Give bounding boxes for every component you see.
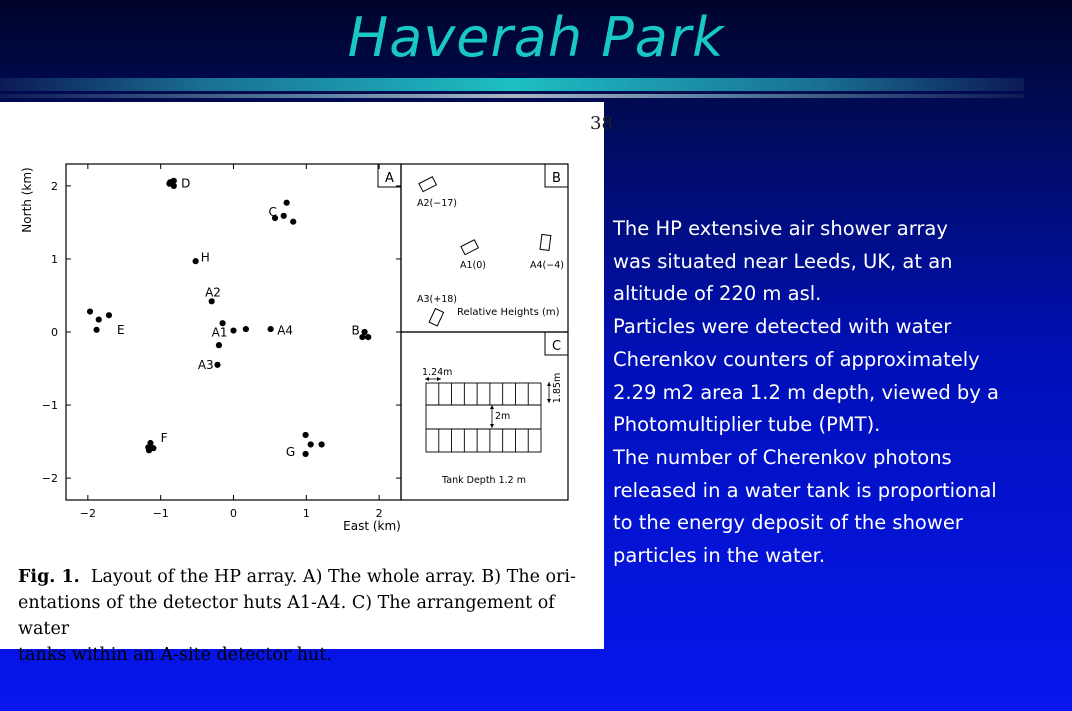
hut-a2-label: A2(−17) <box>417 198 458 209</box>
hut-a1-label: A1(0) <box>460 260 486 271</box>
text-line: The HP extensive air shower array <box>613 217 948 240</box>
detector-points <box>87 178 371 457</box>
hut-a3-label: A3(+18) <box>417 294 458 305</box>
slide-body <box>613 213 1033 573</box>
x-tick-label: −2 <box>79 507 96 520</box>
text-line: The number of Cherenkov photons <box>613 445 952 469</box>
panel-b-label: B <box>552 171 561 186</box>
detector-point <box>216 342 222 348</box>
detector-point <box>290 219 296 225</box>
detector-point <box>319 441 325 447</box>
page-number: 38 <box>590 113 613 134</box>
site-label: A1 <box>211 325 228 340</box>
detector-point <box>302 432 308 438</box>
detector-point <box>284 200 290 206</box>
paragraph-detectors <box>613 311 1033 442</box>
detector-point <box>106 312 112 318</box>
title-divider-thin <box>0 94 1024 98</box>
detector-point <box>243 326 249 332</box>
text-line: Photomultiplier tube (PMT). <box>613 413 881 437</box>
site-label: B <box>351 323 360 338</box>
text-line: particles in the water. <box>613 544 826 568</box>
detector-point <box>93 327 99 333</box>
site-label: H <box>200 250 210 265</box>
caption-label: Fig. 1. <box>18 567 80 587</box>
paragraph-cherenkov <box>613 442 1033 573</box>
tank-row <box>426 383 541 405</box>
y-tick-label: 0 <box>51 326 58 339</box>
text-line: Cherenkov counters of approximately <box>613 347 980 371</box>
x-tick-label: −1 <box>152 507 169 520</box>
y-tick-label: 2 <box>51 179 58 193</box>
detector-point <box>302 451 308 457</box>
y-tick-label: 1 <box>51 252 58 266</box>
figure-caption <box>18 564 588 668</box>
x-axis-label: East (km) <box>343 519 401 533</box>
x-tick-label: 0 <box>230 507 237 520</box>
site-labels <box>117 177 360 459</box>
tank-row <box>426 405 541 429</box>
panel-a-label: A <box>385 171 394 186</box>
site-label: A4 <box>277 323 294 338</box>
text-line: released in a water tank is proportional <box>613 478 997 502</box>
tank-height-label: 1.85m <box>552 372 563 404</box>
detector-point <box>281 213 287 219</box>
y-tick-label: −2 <box>41 472 58 486</box>
panel-c-label: C <box>551 339 562 354</box>
slide-title: Haverah Park <box>347 6 725 69</box>
site-label: A2 <box>205 285 221 300</box>
text-line: to the energy deposit of the shower <box>613 511 963 535</box>
text-line: altitude of 220 m asl. <box>613 282 822 306</box>
text-line: was situated near Leeds, UK, at an <box>613 249 953 273</box>
paragraph-location <box>613 213 1033 311</box>
hut-a4-label: A4(−4) <box>530 260 564 271</box>
detector-point <box>193 258 199 264</box>
text-line: Particles were detected with water <box>613 315 952 339</box>
site-label: G <box>285 444 296 459</box>
relative-heights-legend: Relative Heights (m) <box>457 307 560 318</box>
tank-row <box>426 429 541 452</box>
x-tick-label: 1 <box>302 507 310 520</box>
hut-a1-shape <box>461 240 478 255</box>
tank-gap-label: 2m <box>495 411 511 422</box>
y-tick-label: −1 <box>41 399 58 413</box>
detector-point <box>268 326 274 332</box>
detector-point <box>87 308 93 314</box>
detector-point <box>308 441 314 447</box>
y-axis-label: North (km) <box>20 167 34 233</box>
detector-point <box>167 179 173 185</box>
x-tick-label: 2 <box>375 507 383 520</box>
caption-line: tanks within an A-site detector hut. <box>18 645 332 665</box>
detector-point <box>359 334 365 340</box>
detector-point <box>146 447 152 453</box>
site-label: F <box>160 430 168 445</box>
caption-line: Layout of the HP array. A) The whole array. B) The ori- <box>90 567 576 587</box>
hut-a4-shape <box>540 234 551 250</box>
figure-panel <box>0 102 613 665</box>
tick-labels <box>42 180 383 520</box>
tank-grid <box>426 383 541 452</box>
site-label: C <box>268 205 277 220</box>
detector-point <box>365 334 371 340</box>
hut-a3-shape <box>429 309 443 326</box>
detector-point <box>214 362 220 368</box>
detector-point <box>230 327 236 333</box>
tank-depth-caption: Tank Depth 1.2 m <box>442 475 526 486</box>
detector-point <box>96 316 102 322</box>
site-label: A3 <box>197 357 214 372</box>
title-divider <box>0 78 1024 91</box>
site-label: D <box>181 176 191 191</box>
text-line: 2.29 m2 area 1.2 m depth, viewed by a <box>613 380 1000 404</box>
site-label: E <box>116 322 125 337</box>
tank-width-label: 1.24m <box>422 367 453 378</box>
caption-line: entations of the detector huts A1-A4. C) The arrangement of water <box>18 593 555 639</box>
hut-a2-shape <box>419 177 436 192</box>
